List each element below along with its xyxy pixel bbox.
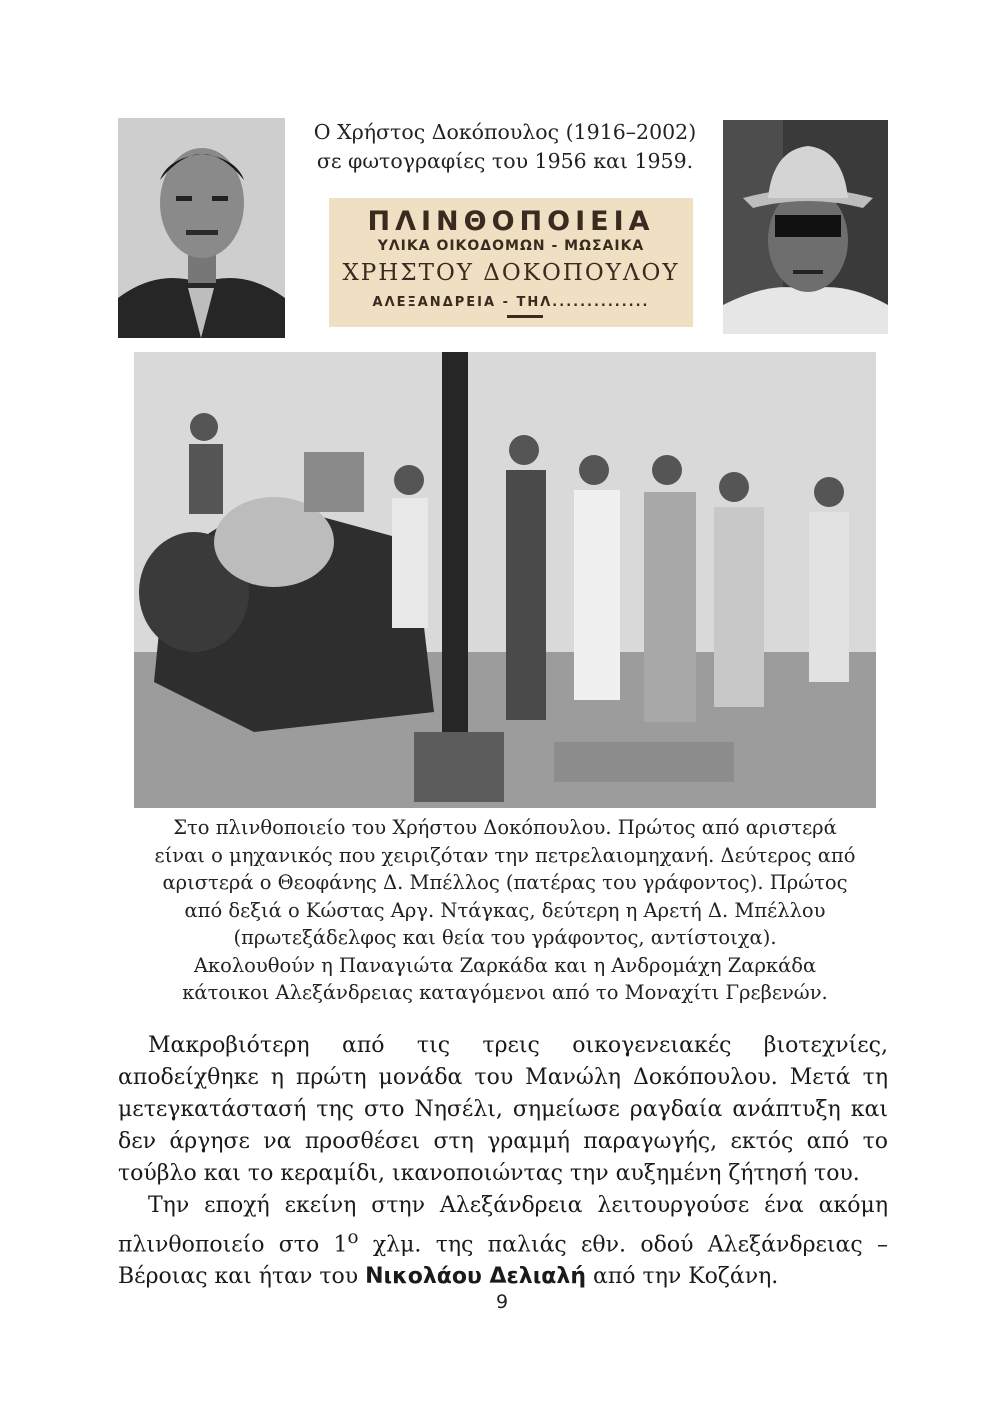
paragraph-2-middle: χλμ. της παλιάς εθν. οδού Αλεξάνδρειας – Βέροιας και ήταν του bbox=[118, 1232, 888, 1290]
brickworks-group-photo bbox=[134, 352, 876, 808]
sign-address: ΑΛΕΞΑΝΔΡΕΙΑ - ΤΗΛ.............. bbox=[372, 295, 650, 310]
owner-name-bold: Νικολάου Δελιαλή bbox=[365, 1264, 586, 1290]
body-paragraph-1: Μακροβιότερη από τις τρεις οικογενειακές βιοτεχνίες, αποδείχθηκε η πρώτη μονάδα του Μανώλη Δοκόπουλου. Μετά τη μετεγκατάστασή της στο Νησέλι, σημείωσε ραγδαία ανάπτυξη και δεν άργησε να προσθέσει στη γραμμή παραγωγής, εκτός από το τούβλο και το κεραμίδι, ικανοποιώντας την αυξημένη ζήτησή του. bbox=[118, 1033, 888, 1186]
sign-title: ΠΛΙΝΘΟΠΟΙΕΙΑ bbox=[367, 206, 655, 237]
page-number: 9 bbox=[495, 1291, 509, 1313]
paragraph-2-end: από την Κοζάνη. bbox=[585, 1264, 779, 1290]
body-paragraph-2 bbox=[118, 1190, 888, 1293]
group-photo-illustration bbox=[134, 352, 876, 808]
sign-subtitle: ΥΛΙΚΑ ΟΙΚΟΔΟΜΩΝ - ΜΩΣΑΙΚΑ bbox=[377, 238, 645, 254]
ordinal-superscript: ο bbox=[347, 1227, 359, 1248]
portraits-caption-line1: Ο Χρήστος Δοκόπουλος (1916–2002) bbox=[313, 120, 697, 144]
portrait-right-illustration bbox=[723, 120, 888, 334]
portrait-photo-right bbox=[723, 120, 888, 334]
sign-owner-name: ΧΡΗΣΤΟΥ ΔΟΚΟΠΟΥΛΟΥ bbox=[342, 260, 680, 286]
caption-line: Ακολουθούν η Παναγιώτα Ζαρκάδα και η Ανδρομάχη Ζαρκάδα bbox=[193, 953, 817, 977]
portraits-caption bbox=[290, 118, 720, 176]
caption-line: από δεξιά ο Κώστας Αργ. Ντάγκας, δεύτερη η Αρετή Δ. Μπέλλου bbox=[184, 898, 826, 922]
portraits-caption-line2: σε φωτογραφίες του 1956 και 1959. bbox=[316, 149, 694, 173]
caption-line: Στο πλινθοποιείο του Χρήστου Δοκόπουλου. Πρώτος από αριστερά bbox=[173, 816, 837, 839]
body-text bbox=[118, 1030, 888, 1293]
caption-line: είναι ο μηχανικός που χειριζόταν την πετρελαιομηχανή. Δεύτερος από bbox=[154, 843, 856, 867]
paragraph-2-start: Την εποχή εκείνη στην Αλεξάνδρεια λειτουργούσε ένα ακόμη πλινθοποιείο στο 1 bbox=[118, 1193, 888, 1258]
caption-line: αριστερά ο Θεοφάνης Δ. Μπέλλος (πατέρας του γράφοντος). Πρώτος bbox=[162, 871, 848, 894]
brickworks-sign bbox=[329, 198, 693, 327]
portrait-photo-left bbox=[118, 118, 285, 338]
group-photo-caption bbox=[120, 814, 890, 1007]
sign-underline bbox=[507, 315, 543, 318]
caption-line: (πρωτεξάδελφος και θεία του γράφοντος, αντίστοιχα). bbox=[233, 926, 777, 949]
caption-line: κάτοικοι Αλεξάνδρειας καταγόμενοι από το Μοναχίτι Γρεβενών. bbox=[182, 981, 828, 1004]
portrait-left-illustration bbox=[118, 118, 285, 338]
